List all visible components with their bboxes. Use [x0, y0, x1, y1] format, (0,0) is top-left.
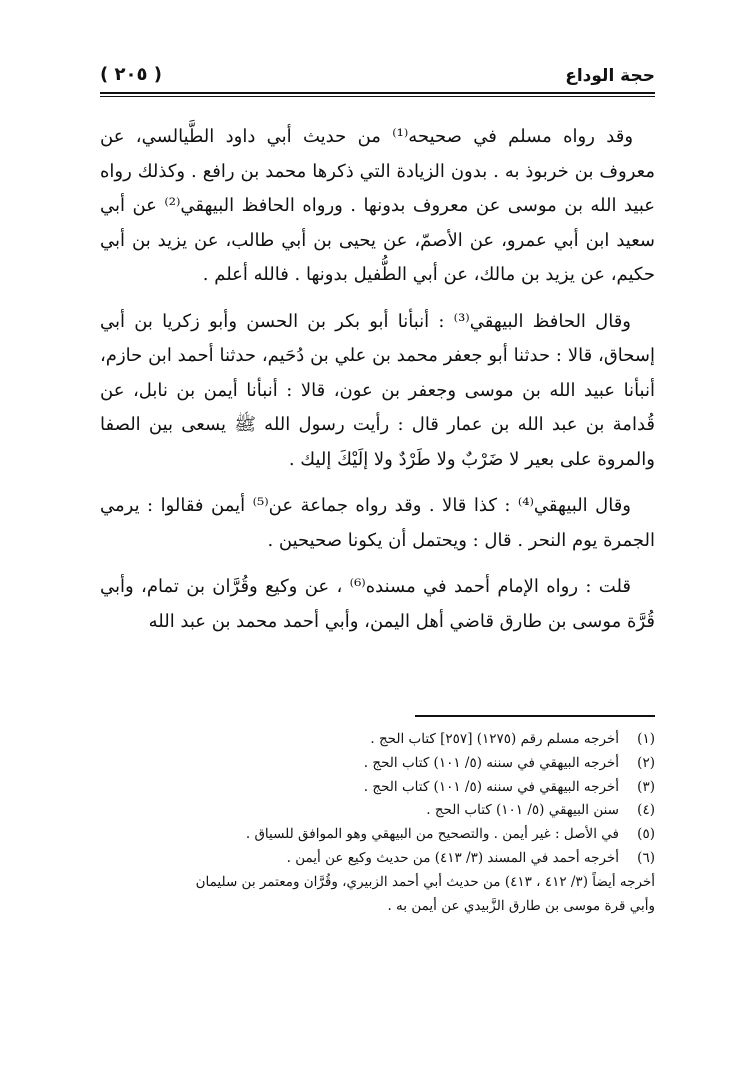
footnote-number: (٤) — [637, 802, 655, 819]
footnote-number: (٦) — [637, 849, 655, 866]
footnote-text: أخرجه البيهقي في سننه (٥/ ١٠١) كتاب الحج . — [363, 754, 619, 771]
paragraph: وقال الحافظ البيهقي⁽³⁾ : أنبأنا أبو بكر بن الحسن وأبو زكريا بن أبي إسحاق، قالا : حدثنا أبو جعفر محمد بن علي بن دُحَيم، حدثنا أحمد ابن حازم، أنبأنا عبيد الله بن موسى وجعفر بن عون، قالا : أنبأنا أيمن بن نابل، عن قُدامة بن عبد الله بن عمار قال : رأيت رسول الله ﷺ يسعى بين الصفا والمروة على بعير لا ضَرْبٌ ولا طَرْدٌ ولا إلَيْكَ إليك . — [100, 310, 655, 470]
running-header — [100, 62, 655, 90]
footnote — [100, 728, 655, 752]
footnote — [100, 752, 655, 776]
main-text — [100, 120, 655, 651]
footnote-divider — [415, 715, 655, 717]
footnote-text: أخرجه مسلم رقم (١٢٧٥) [٢٥٧] كتاب الحج . — [370, 731, 619, 747]
paragraph: وقد رواه مسلم في صحيحه⁽¹⁾ من حديث أبي داود الطَّيالسي، عن معروف بن خربوذ به . بدون الزيادة التي ذكرها محمد بن رافع . وكذلك رواه عبيد الله بن موسى عن معروف بدونها . ورواه الحافظ البيهقي⁽²⁾ عن أبي سعيد ابن أبي عمرو، عن الأصمّ، عن يحيى بن أبي طالب، عن يزيد بن أبي حكيم، عن يزيد بن مالك، عن أبي الطُّفيل بدونها . فالله أعلم . — [100, 126, 655, 285]
footnote-number: (٣) — [637, 778, 655, 795]
footnote-number: (١) — [637, 731, 655, 747]
paragraph: وقال البيهقي⁽⁴⁾ : كذا قالا . وقد رواه جماعة عن⁽⁵⁾ أيمن فقالوا : يرمي الجمرة يوم النحر . قال : ويحتمل أن يكونا صحيحين . — [100, 495, 655, 551]
footnote-text: أخرجه البيهقي في سننه (٥/ ١٠١) كتاب الحج . — [363, 778, 619, 795]
footnote — [100, 776, 655, 800]
paragraph: قلت : رواه الإمام أحمد في مسنده⁽⁶⁾ ، عن وكيع وقُرَّان بن تمام، وأبي قُرَّة موسى بن طارق قاضي أهل اليمن، وأبي أحمد محمد بن عبد الله — [100, 576, 655, 632]
footnote-text: في الأصل : غير أيمن . والتصحيح من البيهقي وهو الموافق للسياق . — [245, 826, 619, 843]
footnote-number: (٥) — [637, 826, 655, 843]
footnote-number: (٢) — [637, 754, 655, 771]
running-title: حجة الوداع — [565, 66, 655, 86]
footnote — [100, 823, 655, 847]
footnote — [100, 847, 655, 871]
footnote — [100, 799, 655, 823]
header-divider — [100, 92, 655, 97]
footnote-text: سنن البيهقي (٥/ ١٠١) كتاب الحج . — [426, 802, 619, 819]
page-number: ( ٢٠٥ ) — [100, 64, 162, 85]
footnote-continuation-line: وأبي قرة موسى بن طارق الزَّبيدي عن أيمن به . — [387, 897, 655, 914]
footnotes — [100, 728, 655, 918]
footnote-text: أخرجه أحمد في المسند (٣/ ٤١٣) من حديث وكيع عن أيمن . — [286, 849, 619, 866]
footnote-continuation-line: أخرجه أيضاً (٣/ ٤١٢ ، ٤١٣) من حديث أبي أحمد الزبيري، وقُرَّان ومعتمر بن سليمان — [195, 873, 655, 890]
